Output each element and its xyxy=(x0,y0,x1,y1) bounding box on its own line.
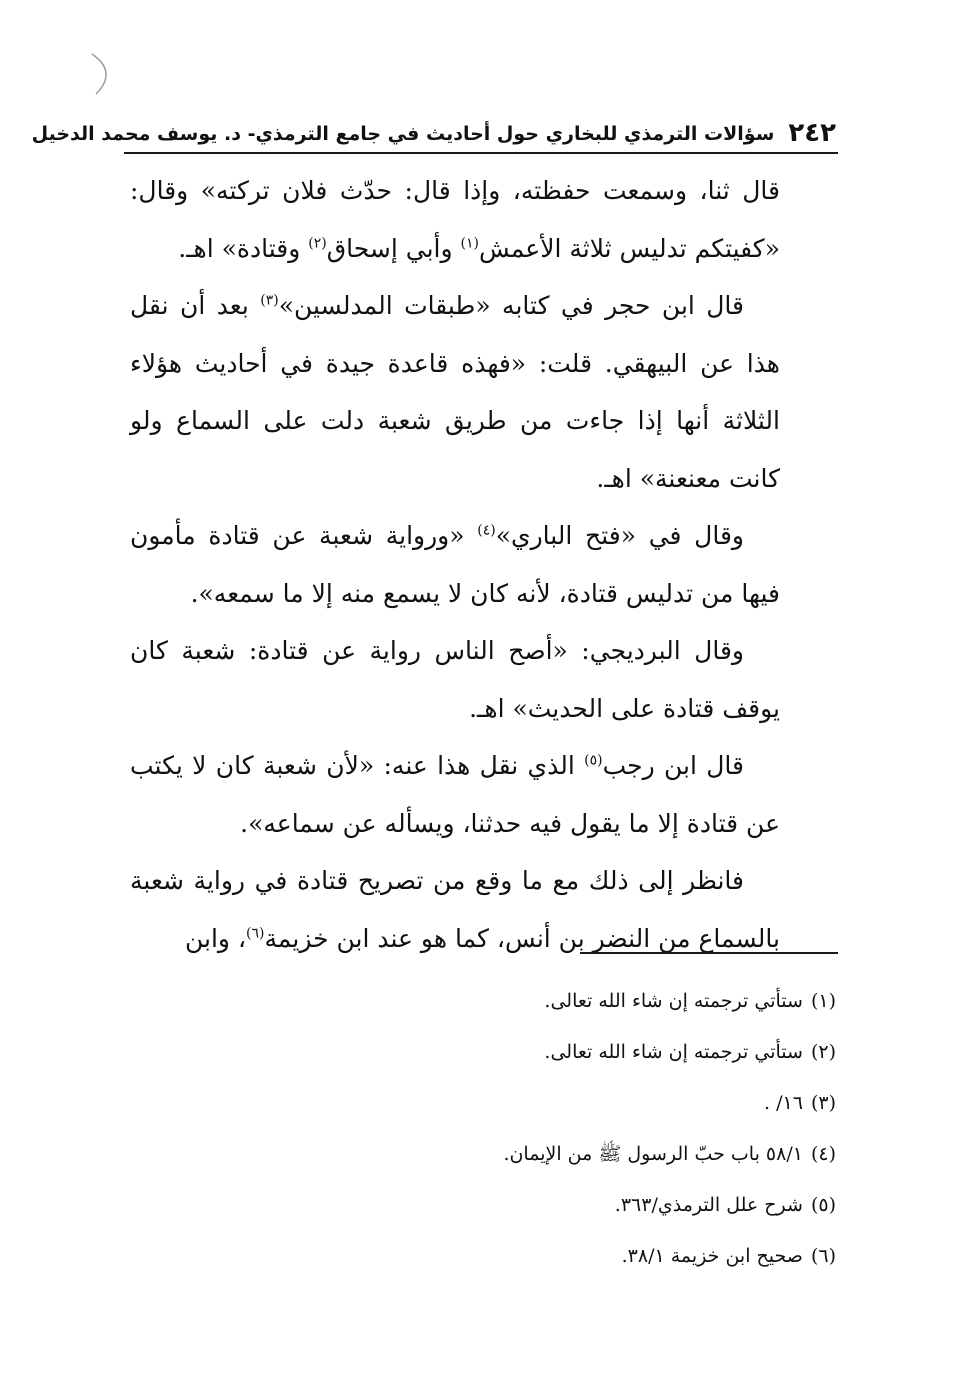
footnote-number: (٥) xyxy=(810,1194,836,1216)
footnote-5 xyxy=(300,1180,836,1231)
footnote-2 xyxy=(300,1027,836,1078)
footnote-ref-1[interactable]: (١) xyxy=(460,235,479,252)
paragraph-text: فانظر إلى ذلك مع ما وقع من تصريح قتادة في رواية شعبة بالسماع من النضر بن أنس، كما هو عند ابن خزيمة xyxy=(130,866,780,953)
footnote-text: ستأتي ترجمته إن شاء الله تعالى. xyxy=(544,1041,803,1063)
paragraph-text: الذي نقل هذا عنه: «لأن شعبة كان لا يكتب عن قتادة إلا ما يقول فيه حدثنا، ويسأله عن سماعه». xyxy=(130,751,780,838)
footnote-6 xyxy=(300,1231,836,1282)
paragraph-text: قال ثنا، وسمعت حفظته، وإذا قال: حدّث فلان تركته» وقال: «كفيتكم تدليس ثلاثة الأعمش xyxy=(130,176,780,263)
paragraph-text: وقتادة» اهـ. xyxy=(178,233,309,263)
footnote-number: (٦) xyxy=(810,1245,836,1267)
footnote-ref-6[interactable]: (٦) xyxy=(246,925,265,942)
footnote-text: صحيح ابن خزيمة ٣٨/١. xyxy=(621,1245,803,1267)
footnote-number: (٣) xyxy=(810,1092,836,1114)
paragraph-4 xyxy=(130,622,780,737)
footnote-1 xyxy=(300,976,836,1027)
paragraph-6 xyxy=(130,852,780,967)
footnote-number: (٤) xyxy=(810,1143,836,1165)
paragraph-text: ، وابن xyxy=(185,923,247,953)
page-corner-mark xyxy=(86,52,120,96)
footnote-ref-5[interactable]: (٥) xyxy=(584,752,603,769)
footnote-3 xyxy=(300,1078,836,1129)
paragraph-2 xyxy=(130,277,780,507)
paragraph-text: وقال البرديجي: «أصح الناس رواية عن قتادة: شعبة كان يوقف قتادة على الحديث» اهـ. xyxy=(130,636,780,723)
footnote-separator xyxy=(580,952,838,954)
paragraph-text: قال ابن حجر في كتابه «طبقات المدلسين» xyxy=(278,291,744,320)
paragraph-text: بعد أن نقل هذا عن البيهقي. قلت: «فهذه قاعدة جيدة في أحاديث هؤلاء الثلاثة أنها إذا جاءت من طريق شعبة دلت على السماع ولو كانت معنعنة» اهـ. xyxy=(130,291,780,493)
paragraph-text: وأبي إسحاق xyxy=(326,233,461,263)
footnote-number: (٢) xyxy=(810,1041,836,1063)
body-text xyxy=(130,162,780,967)
footnote-text: شرح علل الترمذي/٣٦٣. xyxy=(614,1194,803,1216)
paragraph-5 xyxy=(130,737,780,852)
footnotes xyxy=(300,976,836,1282)
footnote-ref-4[interactable]: (٤) xyxy=(477,522,496,539)
footnote-4 xyxy=(300,1129,836,1180)
paragraph-3 xyxy=(130,507,780,622)
running-title: سؤالات الترمذي للبخاري حول أحاديث في جامع الترمذي- د. يوسف محمد الدخيل xyxy=(31,123,775,145)
footnote-number: (١) xyxy=(810,990,836,1012)
running-header xyxy=(31,112,836,148)
footnote-ref-3[interactable]: (٣) xyxy=(260,292,279,309)
paragraph-text: «ورواية شعبة عن قتادة مأمون فيها من تدليس قتادة، لأنه كان لا يسمع منه إلا ما سمعه». xyxy=(130,521,780,608)
footnote-ref-2[interactable]: (٢) xyxy=(308,235,327,252)
footnote-text: ١٦/ . xyxy=(764,1092,803,1114)
paragraph-text: وقال في «فتح الباري» xyxy=(495,521,744,550)
header-rule xyxy=(124,152,838,154)
paragraph-1 xyxy=(130,162,780,277)
footnote-text: ٥٨/١ باب حبّ الرسول ﷺ من الإيمان. xyxy=(503,1143,803,1165)
footnote-text: ستأتي ترجمته إن شاء الله تعالى. xyxy=(544,990,803,1012)
paragraph-text: قال ابن رجب xyxy=(602,751,744,780)
page-number: ٢٤٢ xyxy=(788,118,836,148)
